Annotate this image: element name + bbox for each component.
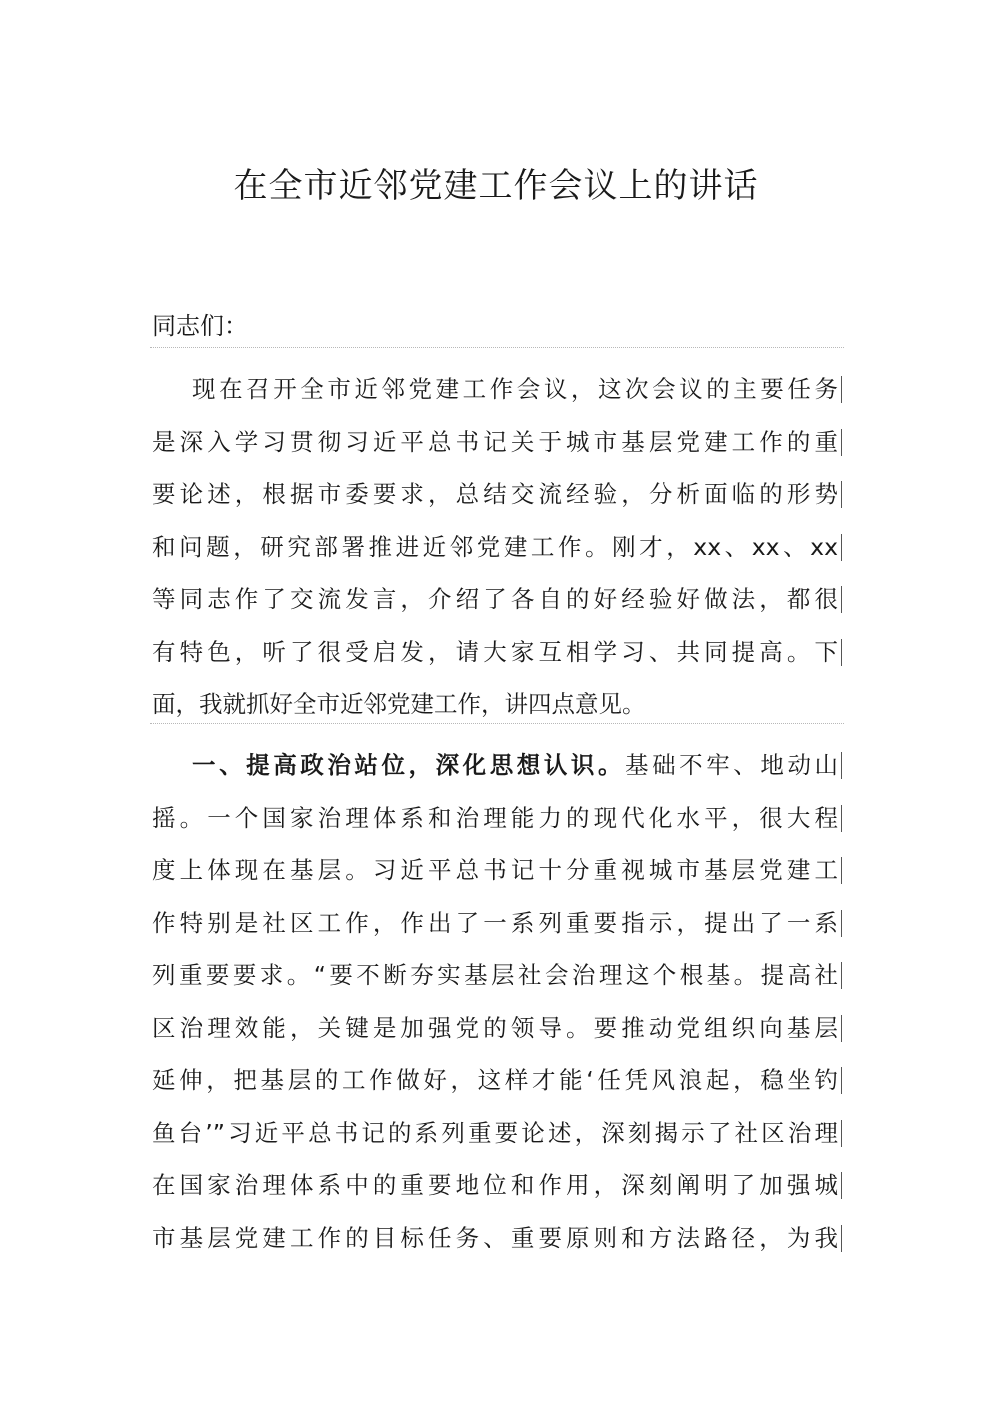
paragraph-line: 度上体现在基层。习近平总书记十分重视城市基层党建工 <box>152 844 842 897</box>
paragraph-line-with-heading <box>152 739 842 792</box>
paragraph-line: 列重要要求。“要不断夯实基层社会治理这个根基。提高社 <box>152 949 842 1002</box>
paragraph-line: 等同志作了交流发言，介绍了各自的好经验好做法，都很 <box>152 573 842 626</box>
paragraph-divider <box>150 347 844 348</box>
paragraph-line: 延伸，把基层的工作做好，这样才能‘任凭风浪起，稳坐钓 <box>152 1054 842 1107</box>
paragraph-line: 市基层党建工作的目标任务、重要原则和方法路径，为我 <box>152 1212 842 1265</box>
paragraph-line: 在国家治理体系中的重要地位和作用，深刻阐明了加强城 <box>152 1159 842 1212</box>
paragraph-line: 摇。一个国家治理体系和治理能力的现代化水平，很大程 <box>152 792 842 845</box>
document-title: 在全市近邻党建工作会议上的讲话 <box>233 166 759 206</box>
paragraph-line: 现在召开全市近邻党建工作会议，这次会议的主要任务 <box>152 363 842 416</box>
paragraph-line: 有特色，听了很受启发，请大家互相学习、共同提高。下 <box>152 626 842 679</box>
section-heading: 一、提高政治站位，深化思想认识。 <box>192 751 626 779</box>
paragraph-divider <box>150 723 844 724</box>
paragraph-line: 是深入学习贯彻习近平总书记关于城市基层党建工作的重 <box>152 416 842 469</box>
paragraph-line: 面，我就抓好全市近邻党建工作，讲四点意见。 <box>152 690 646 718</box>
paragraph-opening <box>152 363 842 731</box>
paragraph-line: 区治理效能，关键是加强党的领导。要推动党组织向基层 <box>152 1002 842 1055</box>
paragraph-line: 和问题，研究部署推进近邻党建工作。刚才，xx、xx、xx <box>152 521 842 574</box>
paragraph-line: 鱼台’”习近平总书记的系列重要论述，深刻揭示了社区治理 <box>152 1107 842 1160</box>
paragraph-line: 要论述，根据市委要求，总结交流经验，分析面临的形势 <box>152 468 842 521</box>
paragraph-line: 作特别是社区工作，作出了一系列重要指示，提出了一系 <box>152 897 842 950</box>
salutation: 同志们： <box>152 312 248 340</box>
paragraph-text: 基础不牢、地动山 <box>625 751 839 779</box>
paragraph-section-one <box>152 739 842 1264</box>
